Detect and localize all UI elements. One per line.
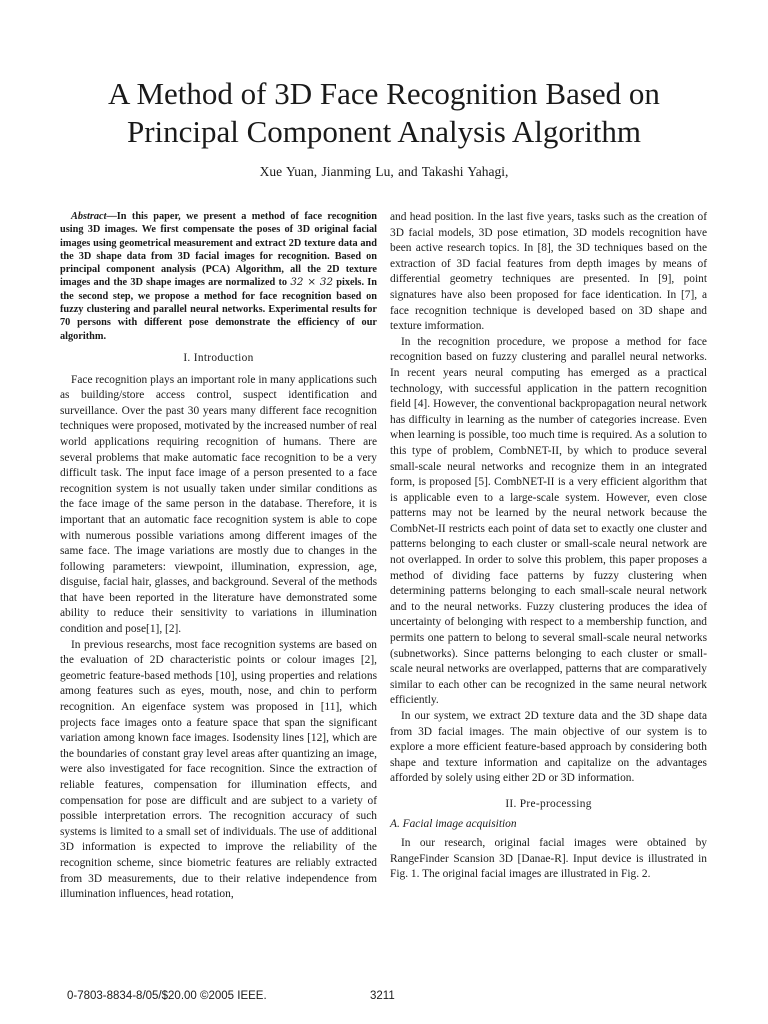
- abstract-dash: —: [106, 211, 117, 222]
- abstract: [60, 210, 377, 343]
- abstract-text-1: In this paper, we present a method of face recognition using 3D images. We first compensate the poses of 3D original facial images using geometrical measurement and extract 2D texture data and the 3D shape data from 3D facial images for recognition. Based on principal component analysis (PCA) Algorithm, all the 2D texture images and the 3D shape images are normalized to: [60, 211, 377, 289]
- section-2-heading: II. Pre-processing: [505, 797, 592, 810]
- subsection-a-heading: A. Facial image acquisition: [390, 817, 517, 830]
- right-paragraph-1: and head position. In the last five years, tasks such as the creation of 3D facial models, 3D pose etimation, 3D models recognition have been active research topics. In [8], the 3D techniques based on the extraction of 3D facial features from depth images by means of differential geometry techniques are presented. In [9], point signatures have also been proposed for face identication. In [7], a face recognition technique is developed based on 3D shape and texture imformation.: [390, 211, 707, 333]
- preprocessing-paragraph: In our research, original facial images were obtained by RangeFinder Scansion 3D [Danae-R]. Input device is illustrated in Fig. 1. The original facial images are illustrated in Fig. 2.: [390, 837, 707, 881]
- title-line-1: A Method of 3D Face Recognition Based on: [108, 76, 660, 111]
- title-line-2: Principal Component Analysis Algorithm: [126, 114, 642, 149]
- author-list: Xue Yuan, Jianming Lu, and Takashi Yahagi,: [259, 164, 509, 179]
- intro-paragraph-2: In previous researchs, most face recognition systems are based on the evaluation of 2D characteristic points or colour images [2], geometric feature-based methods [10], using properties and relations among features such as eyes, mouth, nose, and chin to perform recognition. An eigenface system was proposed in [11], which projects face images onto a feature space that span the significant variation among known face images. Isodensity lines [12], which are the boundaries of constant gray level areas after quantizing an image, were also investigated for face recognition. Since the extraction of reliable features, compensation for illumination effects, and compensation for pose are difficult and are subject to a variety of possible interpretation errors. The recognition accuracy of such systems is limited to a small set of individuals. The use of additional 3D information is expected to improve the reliability of the recognition scheme, since biometric features are reliably extracted from 3D measurements, due to their relative independence from illumination influences, head rotation,: [60, 638, 377, 901]
- abstract-text-2: pixels. In the second step, we propose a method for face recognition based on fuzzy clustering and parallel neural networks. Experimental results for 70 persons with different pose demonstrate the efficiency of our algorithm.: [60, 277, 377, 342]
- page-number: 3211: [370, 990, 395, 1002]
- section-1-heading: I. Introduction: [183, 351, 254, 364]
- abstract-math: 32 × 32: [290, 276, 334, 289]
- right-paragraph-2: In the recognition procedure, we propose a method for face recognition based on fuzzy clustering and parallel neural networks. In recent years neural computing has emerged as a practical technology, with successful application in the pattern recognition field [4]. However, the conventional backpropagation neural network has difficulty in learning as the number of categories increase. Even when learning is possible, too much time is required. As a solution to this type of problem, CombNET-II, by which to produce several small-scale neural networks and recognize them in an integrated form, is proposed [5]. CombNET-II is a very efficient algorithm that is applicable even to a large-scale system. However, even close patterns may not be learned by the neural network because the CombNet-II restricts each point of data set to exactly one cluster and patterns belonging to each cluster or small-scale neural network are not overlapped. In order to solve this problem, this paper proposes a method of dividing face patterns by fuzzy clustering when determining patterns belonging to each small-scale neural network and to the neural networks. Fuzzy clustering produces the idea of uncertainty of belonging with respect to a membership function, and permits one pattern to belong to several small-scale neural networks (subnetworks). Since patterns belonging to each cluster or small-scale neural networks are overlapped, patterns that are comparatively similar to each other can be recognized in the same neural network efficiently.: [390, 335, 707, 707]
- left-column: [60, 210, 377, 903]
- paper-title: [40, 75, 728, 151]
- right-paragraph-3: In our system, we extract 2D texture data and the 3D shape data from 3D facial images. The main objective of our system is to explore a more efficient feature-based approach by considering both shape and texture information and capitalize on the advantages afforded by solely using either 2D or 3D information.: [390, 710, 707, 785]
- abstract-lead: Abstract: [71, 211, 107, 222]
- intro-paragraph-1: Face recognition plays an important role in many applications such as building/store access control, suspect identification and surveillance. Over the past 30 years many different face recognition techniques were proposed, motivated by the increased number of real world applications requiring recognition of humans. There are several problems that make automatic face recognition to be a very difficult task. The input face image of a person presented to a face recognition system is not usually taken under similar conditions as the face image of the same person in the database. Therefore, it is important that an automatic face recognition system is able to cope with numerous possible variations among different images of the same face. The image variations are mostly due to changes in the following parameters: viewpoint, illumination, expression, age, disguise, facial hair, glasses, and background. Several of the methods that have been reported in the literature have demonstrated some ability to reduce their sensitivity to variations in illumination condition and pose[1], [2].: [60, 373, 377, 636]
- right-column: [390, 210, 707, 883]
- copyright-notice: 0-7803-8834-8/05/$20.00 ©2005 IEEE.: [67, 990, 267, 1002]
